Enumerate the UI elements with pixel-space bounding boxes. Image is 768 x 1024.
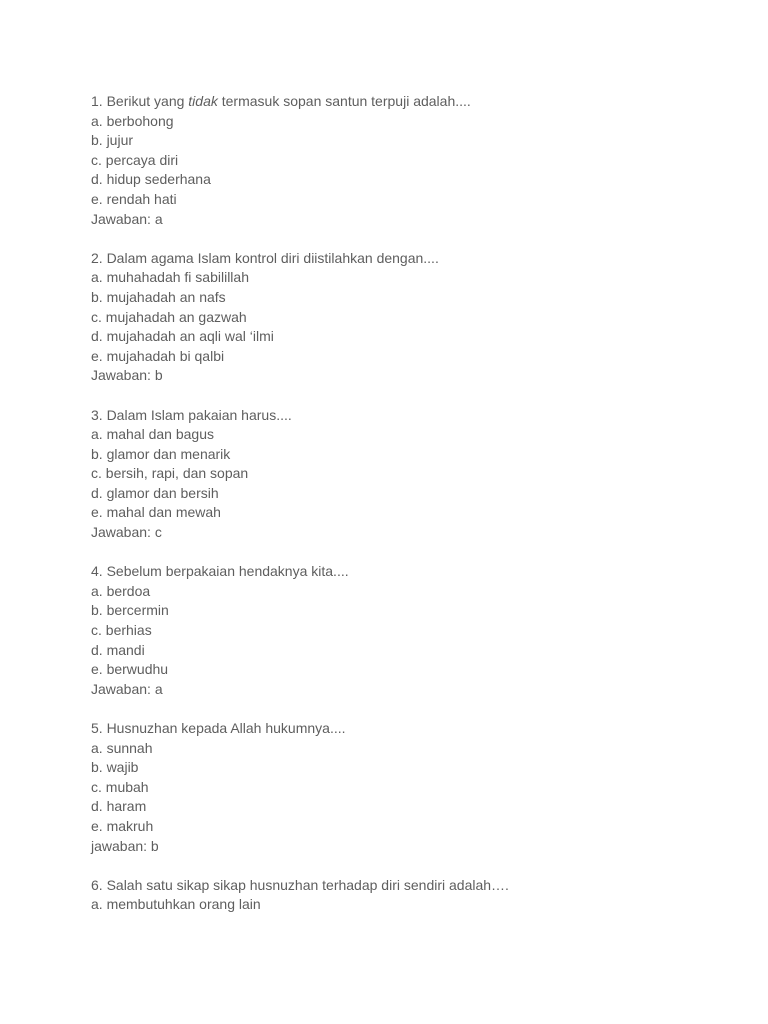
answer-option: a. berdoa [91, 582, 151, 599]
answer-option: e. rendah hati [91, 190, 177, 207]
answer-option: b. glamor dan menarik [91, 445, 231, 462]
answer-option: e. berwudhu [91, 661, 169, 678]
answer-option: e. mujahadah bi qalbi [91, 347, 225, 364]
spacer [91, 229, 731, 249]
question-block [91, 562, 731, 699]
answer-option: b. jujur [91, 132, 134, 149]
question-block [91, 406, 731, 543]
answer-key: Jawaban: b [91, 367, 163, 384]
spacer [91, 543, 731, 563]
answer-option: a. muhahadah fi sabilillah [91, 269, 249, 286]
question-prompt: 3. Dalam Islam pakaian harus.... [91, 406, 292, 423]
answer-key: jawaban: b [91, 837, 159, 854]
answer-option: a. membutuhkan orang lain [91, 896, 261, 913]
answer-option: b. bercermin [91, 602, 169, 619]
question-block [91, 249, 731, 386]
answer-key: Jawaban: a [91, 210, 163, 227]
answer-option: d. hidup sederhana [91, 171, 211, 188]
answer-option: c. bersih, rapi, dan sopan [91, 465, 249, 482]
question-block [91, 719, 731, 856]
question-block [91, 876, 731, 915]
question-prompt: 2. Dalam agama Islam kontrol diri diistilahkan dengan.... [91, 249, 439, 266]
spacer [91, 856, 731, 876]
answer-key: Jawaban: a [91, 680, 163, 697]
question-prompt: 4. Sebelum berpakaian hendaknya kita.... [91, 563, 349, 580]
answer-option: c. percaya diri [91, 151, 179, 168]
answer-option: a. berbohong [91, 112, 174, 129]
document-body [91, 92, 731, 915]
answer-option: c. mubah [91, 778, 149, 795]
answer-option: c. berhias [91, 622, 152, 639]
answer-option: c. mujahadah an gazwah [91, 308, 247, 325]
question-block [91, 92, 731, 229]
answer-option: a. sunnah [91, 739, 153, 756]
question-prompt: 6. Salah satu sikap sikap husnuzhan terhadap diri sendiri adalah…. [91, 876, 509, 893]
prompt-text: termasuk sopan santun terpuji adalah.... [217, 93, 471, 109]
prompt-text: 1. Berikut yang [91, 93, 189, 109]
answer-option: e. makruh [91, 817, 154, 834]
answer-option: d. glamor dan bersih [91, 484, 219, 501]
answer-option: a. mahal dan bagus [91, 426, 214, 443]
answer-option: b. wajib [91, 759, 139, 776]
answer-option: e. mahal dan mewah [91, 504, 221, 521]
answer-option: d. mandi [91, 641, 145, 658]
prompt-emphasis: tidak [188, 93, 218, 109]
spacer [91, 699, 731, 719]
question-prompt: 5. Husnuzhan kepada Allah hukumnya.... [91, 720, 346, 736]
spacer [91, 386, 731, 406]
answer-option: b. mujahadah an nafs [91, 288, 226, 305]
answer-option: d. mujahadah an aqli wal ‘ilmi [91, 328, 274, 345]
answer-key: Jawaban: c [91, 524, 162, 541]
answer-option: d. haram [91, 798, 147, 815]
question-prompt [91, 92, 731, 112]
